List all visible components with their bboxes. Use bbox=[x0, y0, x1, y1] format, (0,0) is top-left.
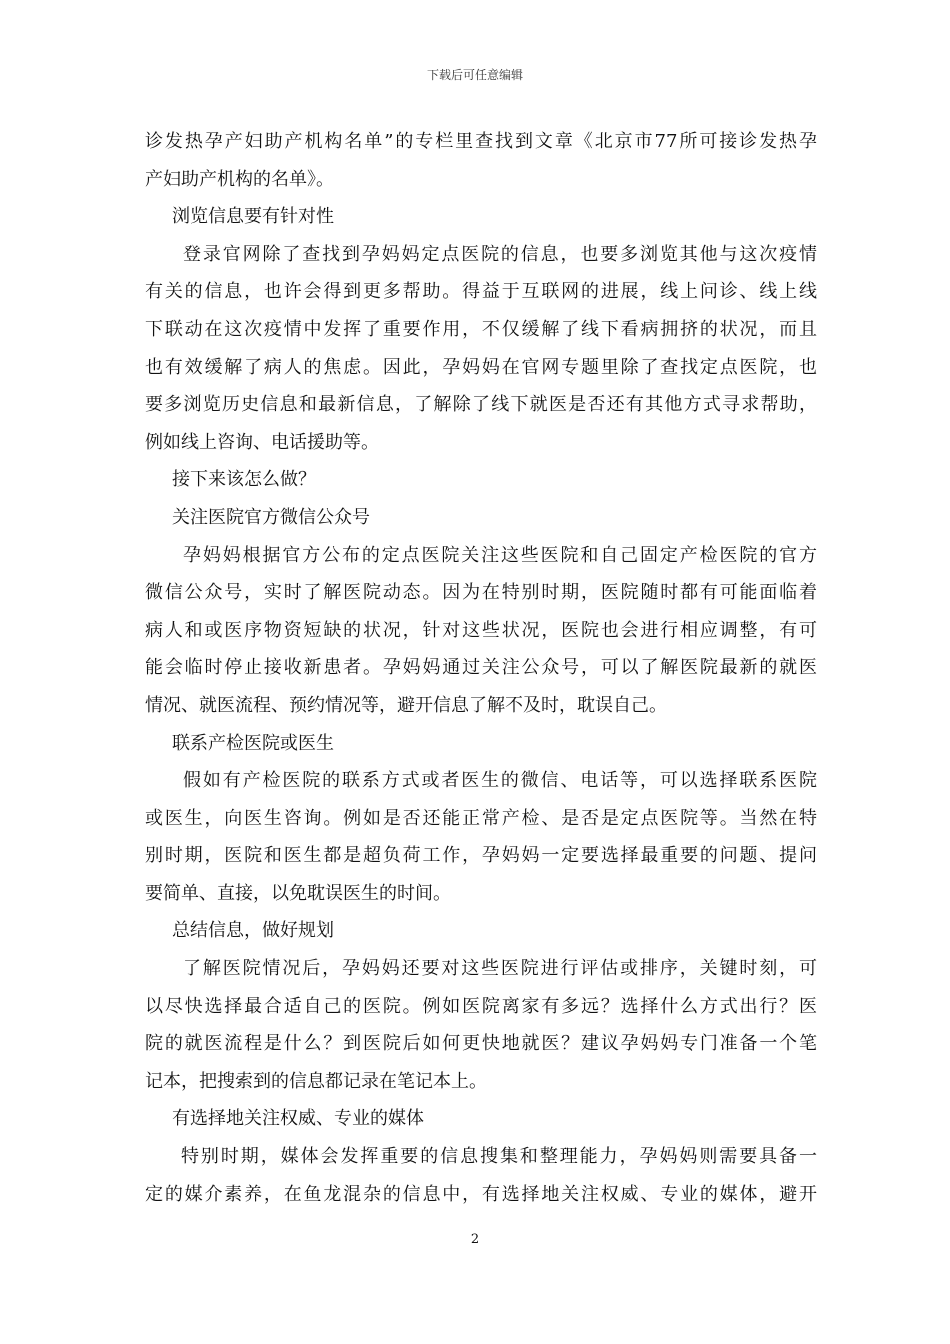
page-number: 2 bbox=[470, 1232, 480, 1247]
page-header: 下载后可任意编辑 bbox=[426, 68, 523, 82]
text-line: 诊发热孕产妇助产机构名单”的专栏里查找到文章《北京市77所可接诊发热孕 bbox=[145, 131, 817, 152]
text-line: 例如线上咨询、电话援助等。 bbox=[145, 431, 379, 453]
text-line: 登录官网除了查找到孕妈妈定点医院的信息，也要多浏览其他与这次疫情 bbox=[183, 243, 817, 265]
text-line: 下联动在这次疫情中发挥了重要作用，不仅缓解了线下看病拥挤的状况，而且 bbox=[145, 318, 817, 340]
text-line: 以尽快选择最合适自己的医院。例如医院离家有多远？选择什么方式出行？医 bbox=[145, 995, 817, 1017]
text-line: 特别时期，媒体会发挥重要的信息搜集和整理能力，孕妈妈则需要具备一 bbox=[181, 1146, 817, 1168]
text-line: 也有效缓解了病人的焦虑。因此，孕妈妈在官网专题里除了查找定点医院，也 bbox=[145, 356, 817, 378]
text-line: 有选择地关注权威、专业的媒体 bbox=[172, 1108, 424, 1130]
text-line: 假如有产检医院的联系方式或者医生的微信、电话等，可以选择联系医院 bbox=[183, 770, 817, 792]
text-line: 要简单、直接，以免耽误医生的时间。 bbox=[145, 882, 451, 904]
text-line: 联系产检医院或医生 bbox=[172, 732, 334, 754]
text-line: 情况、就医流程、预约情况等，避开信息了解不及时，耽误自己。 bbox=[145, 694, 667, 716]
text-line: 关注医院官方微信公众号 bbox=[172, 506, 370, 528]
text-line: 记本，把搜索到的信息都记录在笔记本上。 bbox=[145, 1070, 487, 1092]
text-line: 病人和或医序物资短缺的状况，针对这些状况，医院也会进行相应调整，有可 bbox=[145, 619, 817, 641]
text-line: 或医生，向医生咨询。例如是否还能正常产检、是否是定点医院等。当然在特 bbox=[145, 807, 817, 829]
text-line: 要多浏览历史信息和最新信息，了解除了线下就医是否还有其他方式寻求帮助， bbox=[145, 394, 817, 416]
text-line: 孕妈妈根据官方公布的定点医院关注这些医院和自己固定产检医院的官方 bbox=[183, 544, 817, 566]
text-line: 浏览信息要有针对性 bbox=[172, 206, 334, 228]
text-line: 总结信息，做好规划 bbox=[172, 920, 334, 942]
document-body bbox=[145, 123, 817, 1213]
text-line: 别时期，医院和医生都是超负荷工作，孕妈妈一定要选择最重要的问题、提问 bbox=[145, 845, 817, 867]
text-line: 能会临时停止接收新患者。孕妈妈通过关注公众号，可以了解医院最新的就医 bbox=[145, 657, 817, 679]
text-line: 院的就医流程是什么？到医院后如何更快地就医？建议孕妈妈专门准备一个笔 bbox=[145, 1033, 817, 1055]
text-line: 定的媒介素养，在鱼龙混杂的信息中，有选择地关注权威、专业的媒体，避开 bbox=[145, 1183, 817, 1205]
text-line: 产妇助产机构的名单》。 bbox=[145, 168, 334, 190]
text-line: 有关的信息，也许会得到更多帮助。得益于互联网的进展，线上问诊、线上线 bbox=[145, 281, 817, 303]
text-line: 接下来该怎么做？ bbox=[172, 469, 316, 491]
text-line: 微信公众号，实时了解医院动态。因为在特别时期，医院随时都有可能面临着 bbox=[145, 582, 817, 604]
text-line: 了解医院情况后，孕妈妈还要对这些医院进行评估或排序，关键时刻，可 bbox=[183, 958, 817, 980]
